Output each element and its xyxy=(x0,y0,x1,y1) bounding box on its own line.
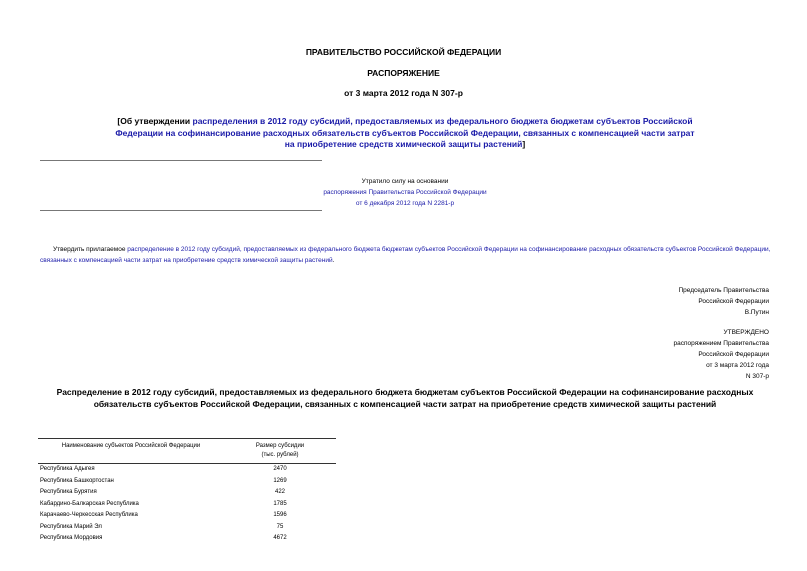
table-row xyxy=(38,476,336,488)
approval-line2: распоряжением Правительства xyxy=(673,340,769,347)
subsidy-value: 75 xyxy=(276,523,284,530)
region-name: Республика Адыгея xyxy=(40,466,95,472)
column-header-amount-line2: (тыс. рублей) xyxy=(261,451,299,458)
subject-suffix: ] xyxy=(522,139,526,149)
table-row xyxy=(38,510,336,522)
region-name: Республика Марий Эл xyxy=(40,523,102,530)
document-subject xyxy=(110,116,700,151)
approval-line3: Российской Федерации xyxy=(698,351,769,358)
region-name: Республика Башкортостан xyxy=(40,477,114,484)
approval-line4: от 3 марта 2012 года xyxy=(706,362,769,369)
body-prefix: Утвердить прилагаемое xyxy=(53,246,128,253)
signature-country: Российской Федерации xyxy=(698,298,769,305)
repeal-notice xyxy=(200,176,610,209)
repeal-link-line1[interactable]: распоряжения Правительства Российской Федерации xyxy=(323,189,487,196)
subsidy-value: 1596 xyxy=(273,512,287,518)
table-row xyxy=(38,464,336,476)
signature-name: В.Путин xyxy=(744,309,769,316)
government-title: ПРАВИТЕЛЬСТВО РОССИЙСКОЙ ФЕДЕРАЦИИ xyxy=(305,47,502,57)
subsidy-value: 422 xyxy=(274,489,285,495)
repeal-link-line2[interactable]: от 6 декабря 2012 года N 2281-р xyxy=(355,200,455,207)
approval-heading: УТВЕРЖДЕНО xyxy=(723,329,769,336)
subsidy-value: 2470 xyxy=(273,466,287,472)
column-header-amount xyxy=(224,439,336,464)
table-row xyxy=(38,533,336,545)
body-link[interactable]: распределение в 2012 году субсидий, предоставляемых из федерального бюджета бюджетам субъектов Российской Федерации на софинансирование расходных обязательств субъектов Российской Федерации, связанных с компенсацией части затрат на приобретение средств химической защиты растений xyxy=(40,246,771,264)
region-name: Республика Бурятия xyxy=(40,489,97,495)
table-row xyxy=(38,522,336,534)
document-date-number: от 3 марта 2012 года N 307-р xyxy=(344,88,463,98)
region-name: Кабардино-Балкарская Республика xyxy=(40,500,139,507)
table-row xyxy=(38,499,336,511)
subsidy-table xyxy=(38,438,336,545)
table-header-row xyxy=(38,439,336,464)
approval-block xyxy=(674,327,769,382)
column-header-amount-line1: Размер субсидии xyxy=(255,443,305,449)
approval-line5: N 307-р xyxy=(745,373,769,380)
annex-title: Распределение в 2012 году субсидий, предоставляемых из федерального бюджета бюджетам субъектов Российской Федерации на софинансирование расходных обязательств субъектов Российской Федерации, связанных с компенсацией части затрат на приобретение средств химической защиты растений xyxy=(56,387,754,409)
subject-link[interactable]: распределения в 2012 году субсидий, предоставляемых из федерального бюджета бюджетам субъектов Российской Федерации на софинансирование расходных обязательств субъектов Российской Федерации, связанных с компенсацией части затрат на приобретение средств химической защиты растений xyxy=(115,116,695,149)
region-name: Республика Мордовия xyxy=(40,535,103,541)
repeal-link[interactable] xyxy=(200,187,610,209)
document-type: РАСПОРЯЖЕНИЕ xyxy=(367,68,440,78)
divider-bottom xyxy=(40,210,322,211)
repeal-text: Утратило силу на основании xyxy=(361,178,449,185)
body-suffix: . xyxy=(332,257,335,264)
subsidy-value: 1269 xyxy=(273,477,287,484)
subsidy-value: 1785 xyxy=(273,500,287,507)
subsidy-value: 4672 xyxy=(273,535,287,541)
region-name: Карачаево-Черкесская Республика xyxy=(40,512,138,518)
body-paragraph xyxy=(40,244,775,266)
subject-prefix: [Об утверждении xyxy=(117,116,193,126)
divider-top xyxy=(40,160,322,161)
signature-position: Председатель Правительства xyxy=(678,287,769,294)
table-row xyxy=(38,487,336,499)
column-header-region: Наименование субъектов Российской Федерации xyxy=(38,439,224,464)
signature-block xyxy=(678,285,769,318)
